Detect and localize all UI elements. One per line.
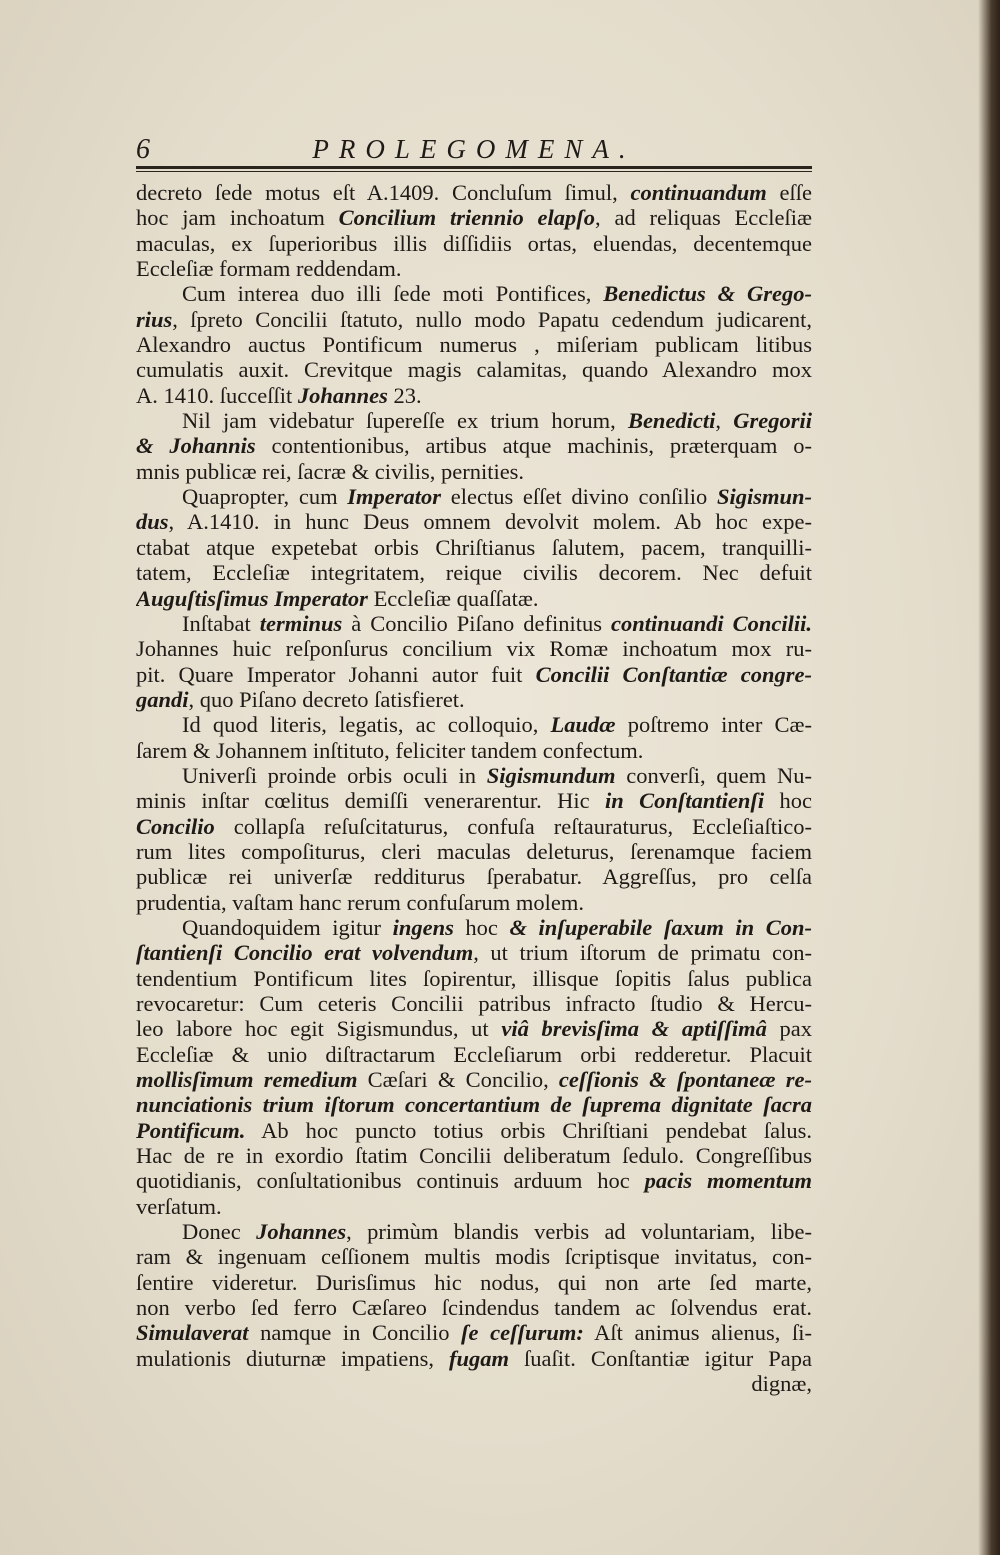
text-line xyxy=(136,1067,812,1092)
running-title: PROLEGOMENA. xyxy=(312,134,636,164)
text-run: poſtremo inter Cæ- xyxy=(615,712,812,738)
text-line xyxy=(136,332,812,357)
body-text xyxy=(136,180,812,1397)
text-line xyxy=(136,509,812,534)
text-run: eſſe xyxy=(766,180,812,205)
italic-phrase: ſtantienſi Concilio erat volvendum xyxy=(136,940,474,966)
text-run: , ut trium iſtorum de primatu con- xyxy=(473,940,812,966)
italic-phrase: Concilii Conſtantiæ congre- xyxy=(535,661,812,687)
text-line xyxy=(136,256,812,281)
text-run: Eccleſiæ & unio diſtractarum Eccleſiarum orbi redderetur. Placuit xyxy=(136,1041,812,1067)
text-run: Donec xyxy=(182,1219,257,1245)
text-run: Johannes huic reſponſurus concilium vix Romæ inchoatum mox ru- xyxy=(136,636,812,662)
text-run: dignæ, xyxy=(751,1371,812,1397)
text-line xyxy=(136,611,812,636)
text-line xyxy=(136,1168,812,1193)
text-line xyxy=(136,357,812,382)
text-run: Inſtabat xyxy=(182,610,260,636)
text-run: Cum interea duo illi ſede moti Pontifices, xyxy=(182,281,604,307)
text-run: Aſt animus alienus, ſi- xyxy=(583,1320,812,1346)
text-line xyxy=(136,966,812,991)
text-run: contentionibus, artibus atque machinis, præterquam o- xyxy=(255,433,812,459)
text-line xyxy=(136,1042,812,1067)
text-run: hoc xyxy=(453,914,510,940)
text-run: pax xyxy=(766,1016,812,1042)
text-run: revocaretur: Cum ceteris Concilii patribus infracto ſtudio & Hercu- xyxy=(136,991,812,1016)
italic-phrase: gandi xyxy=(136,686,189,712)
italic-phrase: Benedicti xyxy=(627,408,716,434)
italic-phrase: rius xyxy=(136,306,173,332)
text-line xyxy=(136,281,812,306)
text-line xyxy=(136,459,812,484)
text-line xyxy=(136,1270,812,1295)
text-run: , ad reliquas Eccleſiæ xyxy=(595,205,812,231)
text-run: minis inſtar cœlitus demiſſi venerarentur. Hic xyxy=(136,788,605,814)
text-run: Quandoquidem igitur xyxy=(182,914,393,940)
text-line xyxy=(136,1371,812,1396)
text-run: à Concilio Piſano definitus xyxy=(342,610,612,636)
text-run: , xyxy=(715,408,734,434)
text-run: Quapropter, cum xyxy=(182,484,348,510)
text-run: converſi, quem Nu- xyxy=(615,762,812,788)
text-run: , A.1410. in hunc Deus omnem devolvit molem. Ab hoc expe- xyxy=(168,509,812,535)
text-line xyxy=(136,205,812,230)
text-run: maculas, ex ſuperioribus illis diſſidiis ortas, eluendas, decentemque xyxy=(136,230,812,256)
italic-phrase: Johannes xyxy=(256,1219,347,1245)
text-line xyxy=(136,636,812,661)
text-line xyxy=(136,915,812,940)
text-line xyxy=(136,1295,812,1320)
text-run: hoc xyxy=(764,788,812,814)
italic-phrase: terminus xyxy=(259,610,343,636)
text-run: , quo Piſano decreto ſatisfieret. xyxy=(188,686,465,712)
italic-phrase: & Johannis xyxy=(136,433,256,459)
text-line xyxy=(136,1194,812,1219)
text-line xyxy=(136,991,812,1016)
text-run: ſarem & Johannem inſtituto, feliciter tandem confectum. xyxy=(136,737,644,763)
italic-phrase: fugam xyxy=(449,1345,510,1371)
italic-phrase: Imperator xyxy=(347,484,442,510)
italic-phrase: Concilio xyxy=(136,813,215,839)
text-run: Eccleſiæ quaſſatæ. xyxy=(367,585,539,611)
text-line xyxy=(136,839,812,864)
italic-phrase: pacis momentum xyxy=(644,1168,812,1194)
italic-phrase: mollisſimum remedium xyxy=(136,1067,358,1093)
header-rule-thin xyxy=(136,171,812,172)
page-header xyxy=(136,130,812,170)
text-run: ſuaſit. Conſtantiæ igitur Papa xyxy=(509,1345,812,1371)
text-run: ctabat atque expetebat orbis Chriſtianus ſalutem, pacem, tranquilli- xyxy=(136,534,812,560)
italic-phrase: Pontificum. xyxy=(136,1117,246,1143)
italic-phrase: Simulaverat xyxy=(136,1320,249,1346)
text-run: Alexandro auctus Pontificum numerus , miſeriam publicam litibus xyxy=(136,332,812,358)
text-line xyxy=(136,1346,812,1371)
italic-phrase: Johannes xyxy=(297,382,388,408)
italic-phrase: Concilium triennio elapſo xyxy=(338,205,596,231)
text-line xyxy=(136,763,812,788)
text-line xyxy=(136,307,812,332)
text-run: collapſa reſuſcitaturus, confuſa reſtauraturus, Eccleſiaſtico- xyxy=(214,813,812,839)
text-run: rum lites compoſiturus, cleri maculas deleturus, ſerenamque faciem xyxy=(136,838,812,864)
text-line xyxy=(136,484,812,509)
text-run: prudentia, vaſtam hanc rerum confuſarum molem. xyxy=(136,889,584,915)
italic-phrase: dus xyxy=(136,509,169,535)
page-number: 6 xyxy=(136,134,150,165)
italic-phrase: nunciationis trium iſtorum concertantium de ſuprema dignitate ſacra xyxy=(136,1092,812,1118)
text-run: Ab hoc puncto totius orbis Chriſtiani pendebat ſalus. xyxy=(245,1117,812,1143)
italic-phrase: Sigismundum xyxy=(486,762,616,788)
text-line xyxy=(136,940,812,965)
text-run: mulationis diuturnæ impatiens, xyxy=(136,1345,450,1371)
text-run: publicæ rei univerſæ redditurus ſperabatur. Aggreſſus, pro celſa xyxy=(136,864,812,890)
text-line xyxy=(136,1016,812,1041)
text-run: pit. Quare Imperator Johanni autor fuit xyxy=(136,661,536,687)
text-run: Hac de re in exordio ſtatim Concilii deliberatum ſedulo. Congreſſibus xyxy=(136,1143,812,1169)
page-edge-shadow xyxy=(978,0,1000,1555)
text-line xyxy=(136,864,812,889)
text-run: decreto ſede motus eſt A.1409. Concluſum ſimul, xyxy=(136,180,631,205)
text-line xyxy=(136,433,812,458)
text-line xyxy=(136,890,812,915)
text-run: ſentire videretur. Durisſimus hic nodus, qui non arte ſed marte, xyxy=(136,1269,812,1295)
italic-phrase: Sigismun- xyxy=(716,484,812,510)
text-line xyxy=(136,1320,812,1345)
text-run: quotidianis, conſultationibus continuis arduum hoc xyxy=(136,1168,645,1194)
text-run: , ſpreto Concilii ſtatuto, nullo modo Papatu cedendum judicarent, xyxy=(172,306,812,332)
text-line xyxy=(136,231,812,256)
text-run: Nil jam videbatur ſupereſſe ex trium horum, xyxy=(182,408,628,434)
text-run: 23. xyxy=(387,382,422,408)
italic-phrase: ceſſionis & ſpontaneæ re- xyxy=(558,1067,812,1093)
text-run: A. 1410. ſucceſſit xyxy=(136,382,298,408)
text-run: Id quod literis, legatis, ac colloquio, xyxy=(182,712,551,738)
text-run: tendentium Pontificum lites ſopirentur, illisque ſopitis ſalus publica xyxy=(136,965,812,991)
text-line xyxy=(136,408,812,433)
text-line xyxy=(136,1092,812,1117)
italic-phrase: Laudæ xyxy=(550,712,616,738)
text-run: hoc jam inchoatum xyxy=(136,205,339,231)
italic-phrase: continuandi Concilii. xyxy=(611,610,812,636)
text-run: ram & ingenuam ceſſionem multis modis ſcriptisque invitatus, con- xyxy=(136,1244,812,1270)
text-run: cumulatis auxit. Crevitque magis calamitas, quando Alexandro mox xyxy=(136,357,812,383)
text-line xyxy=(136,560,812,585)
header-rule xyxy=(136,166,812,169)
text-line xyxy=(136,687,812,712)
text-run: non verbo ſed ferro Cæſareo ſcindendus tandem ac ſolvendus erat. xyxy=(136,1295,812,1321)
italic-phrase: continuandum xyxy=(630,180,767,205)
text-run: electus eſſet divino conſilio xyxy=(441,484,717,510)
text-line xyxy=(136,383,812,408)
text-line xyxy=(136,1118,812,1143)
text-line xyxy=(136,788,812,813)
text-run: Eccleſiæ formam reddendam. xyxy=(136,256,402,282)
italic-phrase: ingens xyxy=(392,914,454,940)
text-line xyxy=(136,814,812,839)
text-line xyxy=(136,1244,812,1269)
italic-phrase: viâ brevisſima & aptiſſimâ xyxy=(501,1016,767,1042)
text-line xyxy=(136,662,812,687)
italic-phrase: ſe ceſſurum: xyxy=(461,1320,584,1346)
italic-phrase: Benedictus & Grego- xyxy=(603,281,812,307)
text-line xyxy=(136,712,812,737)
text-run: mnis publicæ rei, ſacræ & civilis, pernities. xyxy=(136,458,525,484)
text-line xyxy=(136,180,812,205)
text-run: Cæſari & Concilio, xyxy=(357,1067,559,1093)
italic-phrase: Auguſtisſimus Imperator xyxy=(136,585,368,611)
text-line xyxy=(136,1143,812,1168)
text-line xyxy=(136,535,812,560)
text-run: verſatum. xyxy=(136,1193,222,1219)
text-run: Univerſi proinde orbis oculi in xyxy=(182,762,487,788)
text-line xyxy=(136,738,812,763)
text-run: , primùm blandis verbis ad voluntariam, libe- xyxy=(346,1219,812,1245)
text-run: namque in Concilio xyxy=(248,1320,462,1346)
italic-phrase: in Conſtantienſi xyxy=(604,788,765,814)
text-line xyxy=(136,1219,812,1244)
italic-phrase: & inſuperabile ſaxum in Con- xyxy=(509,914,812,940)
italic-phrase: Gregorii xyxy=(733,408,812,434)
text-run: leo labore hoc egit Sigismundus, ut xyxy=(136,1016,502,1042)
text-line xyxy=(136,586,812,611)
text-run: tatem, Eccleſiæ integritatem, reique civilis decorem. Nec defuit xyxy=(136,560,812,586)
